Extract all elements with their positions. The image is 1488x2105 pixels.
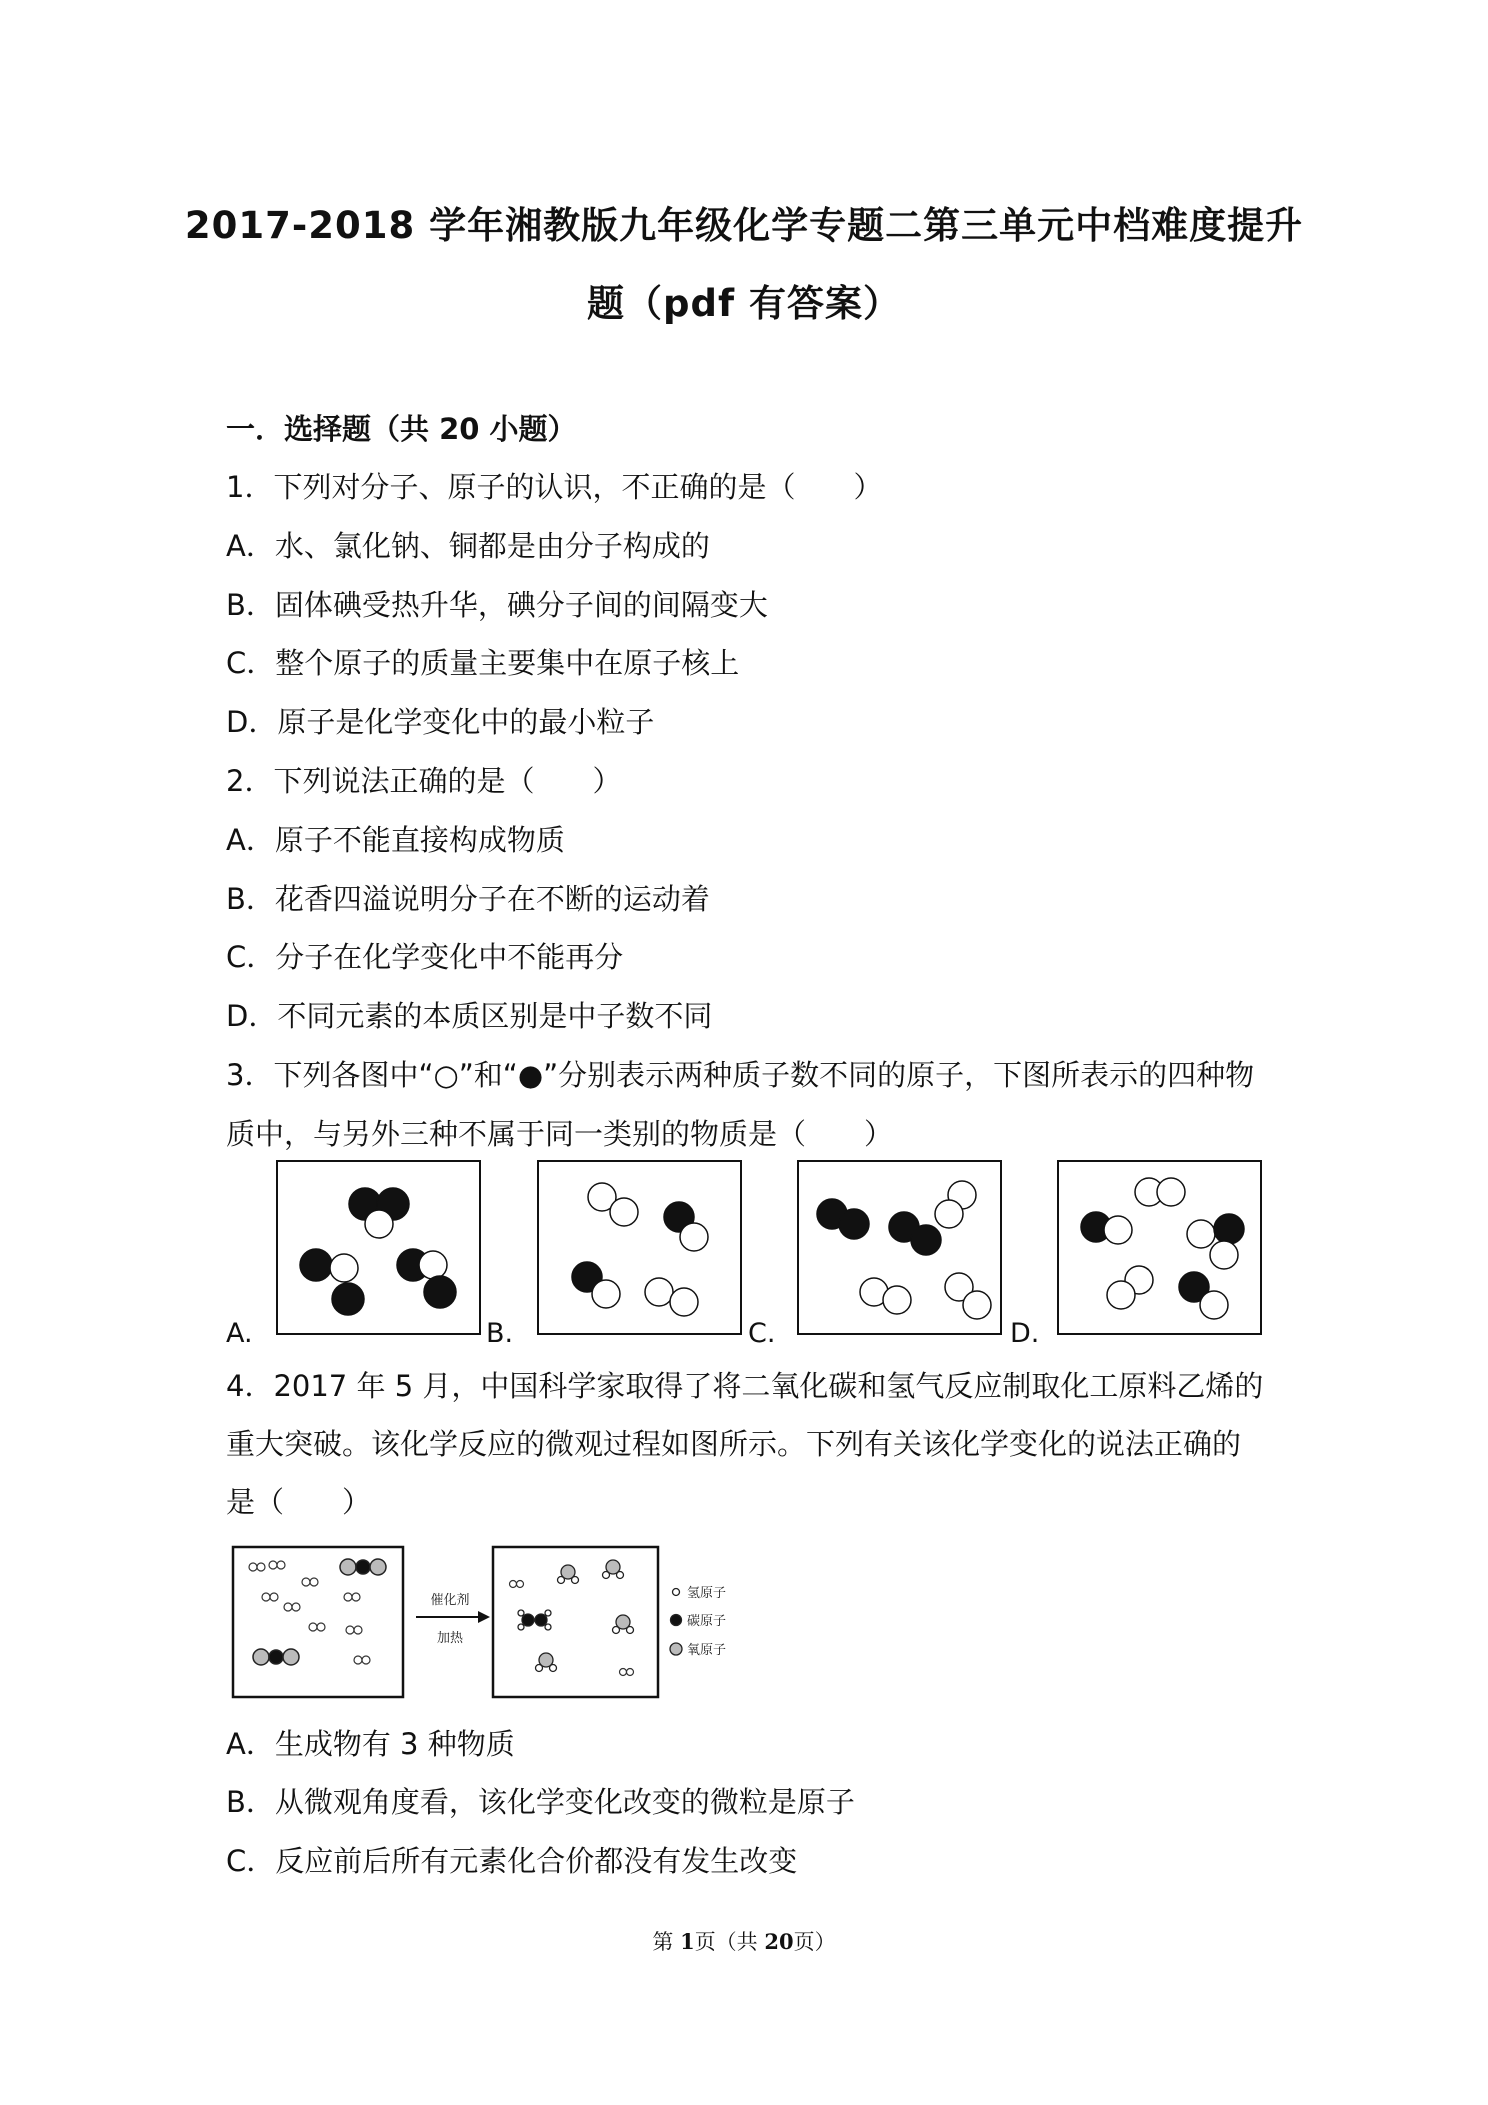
- q3-box-c: [797, 1160, 1002, 1335]
- q4-stem-line1: 4．2017 年 5 月，中国科学家取得了将二氧化碳和氢气反应制取化工原料乙烯的: [226, 1369, 1264, 1403]
- q2-option-a: A．原子不能直接构成物质: [226, 823, 565, 857]
- doc-title-line1: 2017-2018 学年湘教版九年级化学专题二第三单元中档难度提升: [184, 204, 1304, 247]
- q3-label-c: C.: [748, 1318, 776, 1349]
- q4-option-b: B．从微观角度看，该化学变化改变的微粒是原子: [226, 1785, 855, 1819]
- footer-page-number: 1: [680, 1929, 695, 1954]
- footer-middle: 页（共: [694, 1930, 765, 1954]
- page-footer: [0, 1926, 1488, 1956]
- q3-box-d: [1057, 1160, 1262, 1335]
- q3-molecules-a: [278, 1162, 479, 1333]
- q1-option-c: C．整个原子的质量主要集中在原子核上: [226, 646, 740, 680]
- q1-option-a: A．水、氯化钠、铜都是由分子构成的: [226, 529, 710, 563]
- q3-molecules-c: [799, 1162, 1000, 1333]
- footer-suffix: 页）: [793, 1930, 836, 1954]
- q3-label-d: D.: [1010, 1318, 1040, 1349]
- q3-molecules-b: [539, 1162, 740, 1333]
- q4-stem-line3: 是（ ）: [226, 1485, 372, 1519]
- legend-hydrogen: 氢原子: [687, 1586, 727, 1601]
- q3-label-a: A.: [226, 1318, 253, 1349]
- q3-molecules-d: [1059, 1162, 1260, 1333]
- arrow-bottom-label: 加热: [436, 1631, 464, 1646]
- q2-option-d: D．不同元素的本质区别是中子数不同: [226, 999, 713, 1033]
- oxygen-legend-icon: [670, 1643, 682, 1655]
- q1-stem: 1．下列对分子、原子的认识，不正确的是（ ）: [226, 470, 883, 504]
- legend-carbon: 碳原子: [687, 1614, 727, 1629]
- q4-option-c: C．反应前后所有元素化合价都没有发生改变: [226, 1844, 798, 1878]
- q2-stem: 2．下列说法正确的是（ ）: [226, 764, 622, 798]
- products-box: [493, 1547, 658, 1697]
- q3-stem-line2: 质中，与另外三种不属于同一类别的物质是（ ）: [226, 1117, 894, 1151]
- q3-stem-line1: 3．下列各图中“○”和“●”分别表示两种质子数不同的原子，下图所表示的四种物: [226, 1058, 1255, 1092]
- doc-title-line2: 题（pdf 有答案）: [587, 282, 901, 325]
- footer-total-pages: 20: [764, 1929, 794, 1954]
- q3-box-b: [537, 1160, 742, 1335]
- footer-prefix: 第: [652, 1930, 681, 1954]
- q3-label-b: B.: [486, 1318, 514, 1349]
- hydrogen-legend-icon: [673, 1589, 680, 1596]
- section-heading: 一．选择题（共 20 小题）: [226, 412, 577, 446]
- q3-box-a: [276, 1160, 481, 1335]
- legend-oxygen: 氧原子: [687, 1643, 727, 1658]
- arrow-top-label: 催化剂: [430, 1593, 470, 1608]
- q1-option-b: B．固体碘受热升华，碘分子间的间隔变大: [226, 588, 768, 622]
- q4-stem-line2: 重大突破。该化学反应的微观过程如图所示。下列有关该化学变化的说法正确的: [226, 1427, 1242, 1461]
- carbon-legend-icon: [671, 1615, 682, 1626]
- q2-option-b: B．花香四溢说明分子在不断的运动着: [226, 882, 710, 916]
- q4-reaction-figure: [228, 1542, 768, 1702]
- q2-option-c: C．分子在化学变化中不能再分: [226, 940, 624, 974]
- q4-option-a: A．生成物有 3 种物质: [226, 1727, 515, 1761]
- q1-option-d: D．原子是化学变化中的最小粒子: [226, 705, 655, 739]
